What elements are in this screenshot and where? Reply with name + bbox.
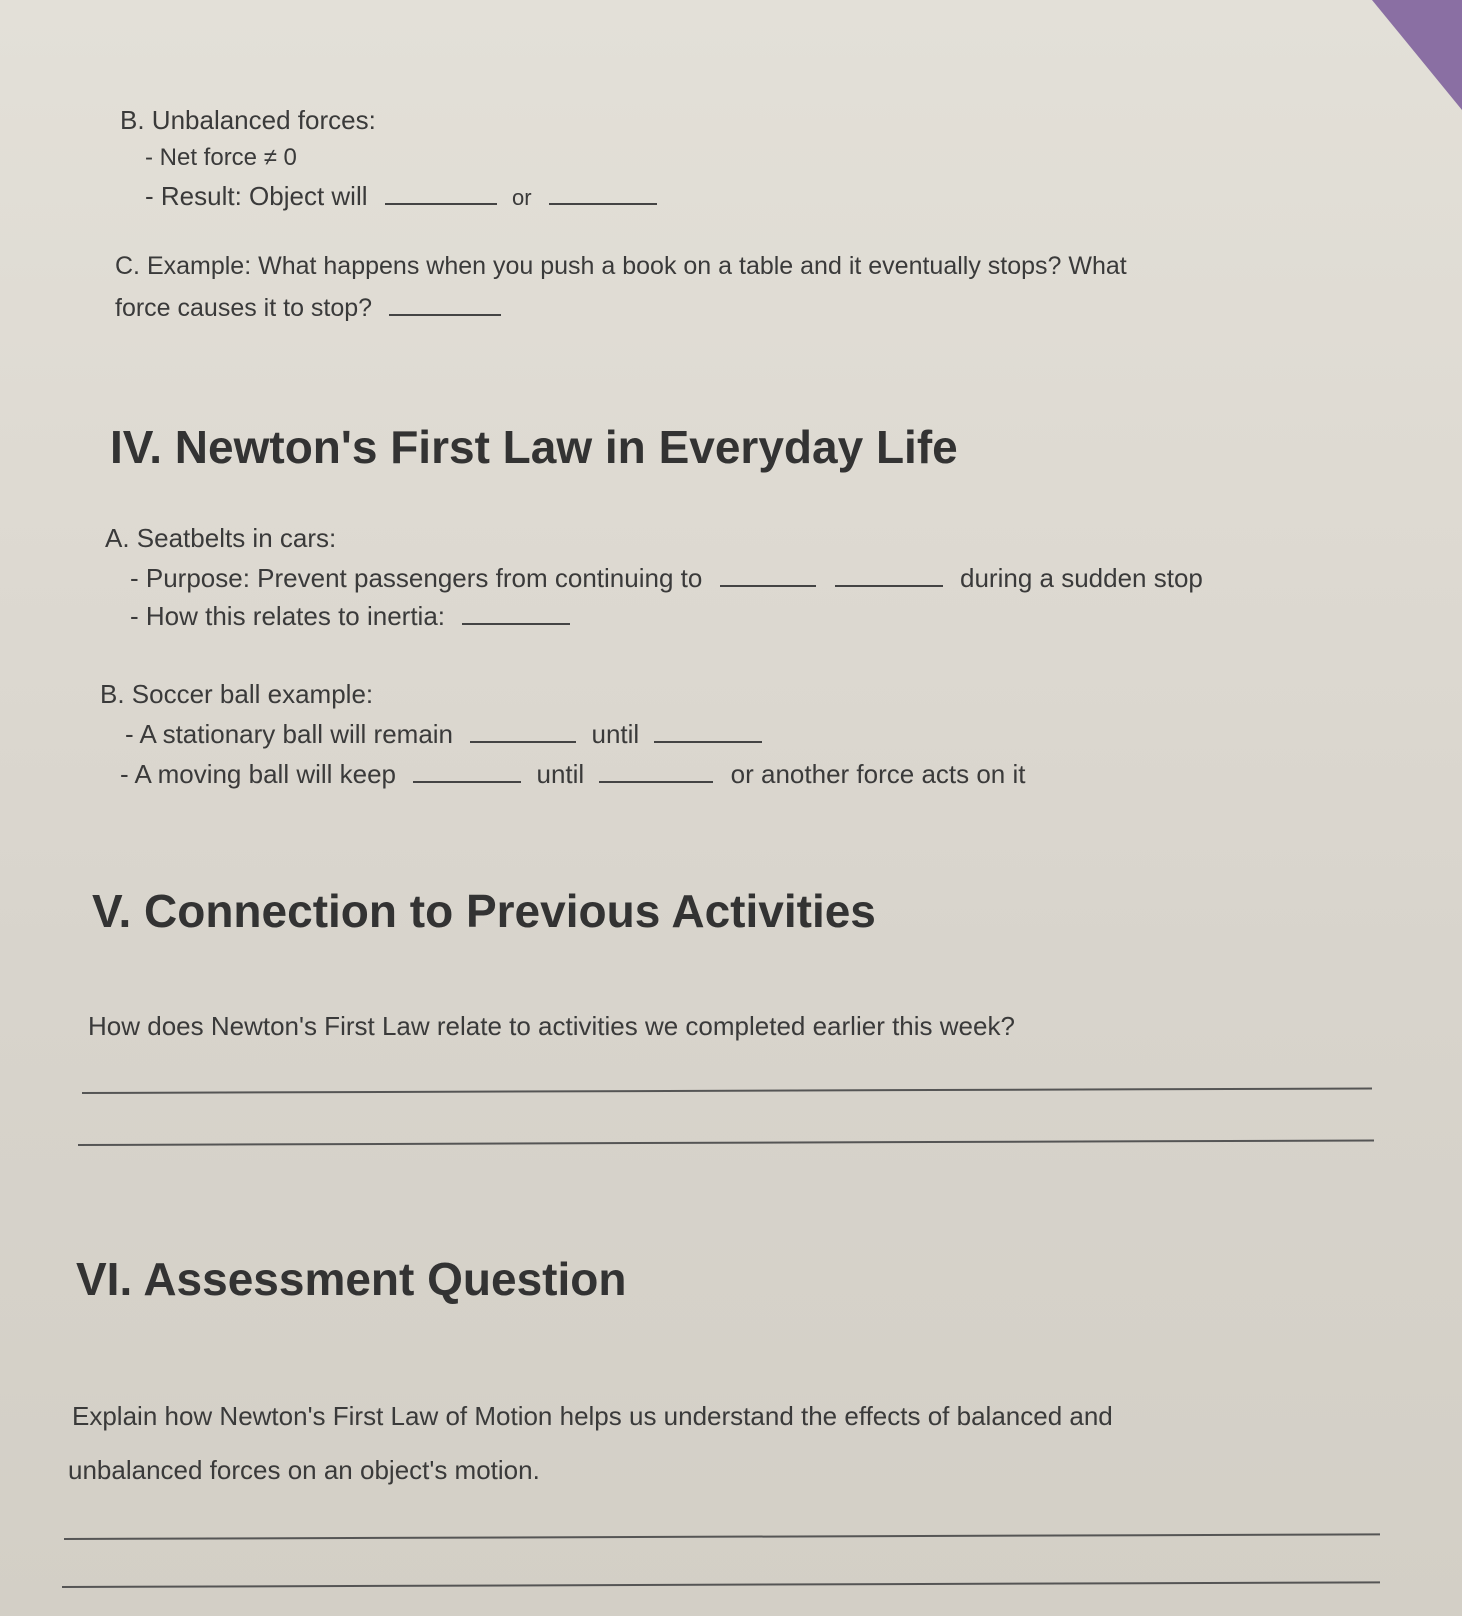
moving-suffix: or another force acts on it bbox=[730, 759, 1026, 789]
stationary-line bbox=[125, 718, 762, 750]
stationary-blank-1[interactable] bbox=[470, 719, 576, 743]
moving-blank-1[interactable] bbox=[413, 759, 521, 783]
stationary-prefix: - A stationary ball will remain bbox=[125, 719, 454, 749]
purpose-blank-1[interactable] bbox=[720, 563, 816, 587]
inertia-prefix: - How this relates to inertia: bbox=[130, 601, 446, 631]
moving-prefix: - A moving ball will keep bbox=[120, 759, 397, 789]
net-force-line: - Net force ≠ 0 bbox=[145, 144, 297, 171]
example-blank[interactable] bbox=[389, 292, 501, 316]
purpose-line bbox=[130, 562, 1203, 594]
result-blank-2[interactable] bbox=[549, 181, 657, 205]
inertia-blank[interactable] bbox=[462, 601, 570, 625]
assessment-answer-line-2[interactable] bbox=[62, 1581, 1380, 1588]
moving-until: until bbox=[536, 759, 585, 789]
soccer-title: B. Soccer ball example: bbox=[100, 679, 374, 709]
section-6-heading: VI. Assessment Question bbox=[76, 1253, 627, 1305]
assessment-line-1: Explain how Newton's First Law of Motion helps us understand the effects of balanced and bbox=[72, 1401, 1113, 1431]
answer-line-2[interactable] bbox=[78, 1139, 1374, 1146]
moving-blank-2[interactable] bbox=[599, 759, 713, 783]
example-question: force causes it to stop? bbox=[115, 294, 373, 322]
purpose-blank-2[interactable] bbox=[835, 563, 943, 587]
unbalanced-forces-title: B. Unbalanced forces: bbox=[120, 105, 376, 135]
seatbelts-title: A. Seatbelts in cars: bbox=[105, 523, 337, 553]
result-line bbox=[145, 180, 657, 214]
result-prefix: - Result: Object will bbox=[145, 181, 368, 211]
stationary-until: until bbox=[591, 719, 640, 749]
example-line-1: C. Example: What happens when you push a book on a table and it eventually stops? What bbox=[115, 252, 1127, 280]
result-or: or bbox=[511, 185, 532, 210]
example-line-2 bbox=[115, 292, 501, 324]
stationary-blank-2[interactable] bbox=[654, 719, 762, 743]
purpose-prefix: - Purpose: Prevent passengers from continuing to bbox=[130, 563, 703, 593]
assessment-line-2: unbalanced forces on an object's motion. bbox=[68, 1455, 540, 1485]
connection-question: How does Newton's First Law relate to activities we completed earlier this week? bbox=[88, 1011, 1015, 1041]
section-4-heading: IV. Newton's First Law in Everyday Life bbox=[110, 421, 958, 473]
purpose-suffix: during a sudden stop bbox=[960, 563, 1203, 593]
moving-line bbox=[120, 758, 1026, 790]
section-5-heading: V. Connection to Previous Activities bbox=[92, 885, 876, 937]
result-blank-1[interactable] bbox=[385, 181, 497, 205]
inertia-line bbox=[130, 600, 570, 632]
answer-line-1[interactable] bbox=[82, 1087, 1372, 1094]
assessment-answer-line-1[interactable] bbox=[64, 1533, 1380, 1540]
